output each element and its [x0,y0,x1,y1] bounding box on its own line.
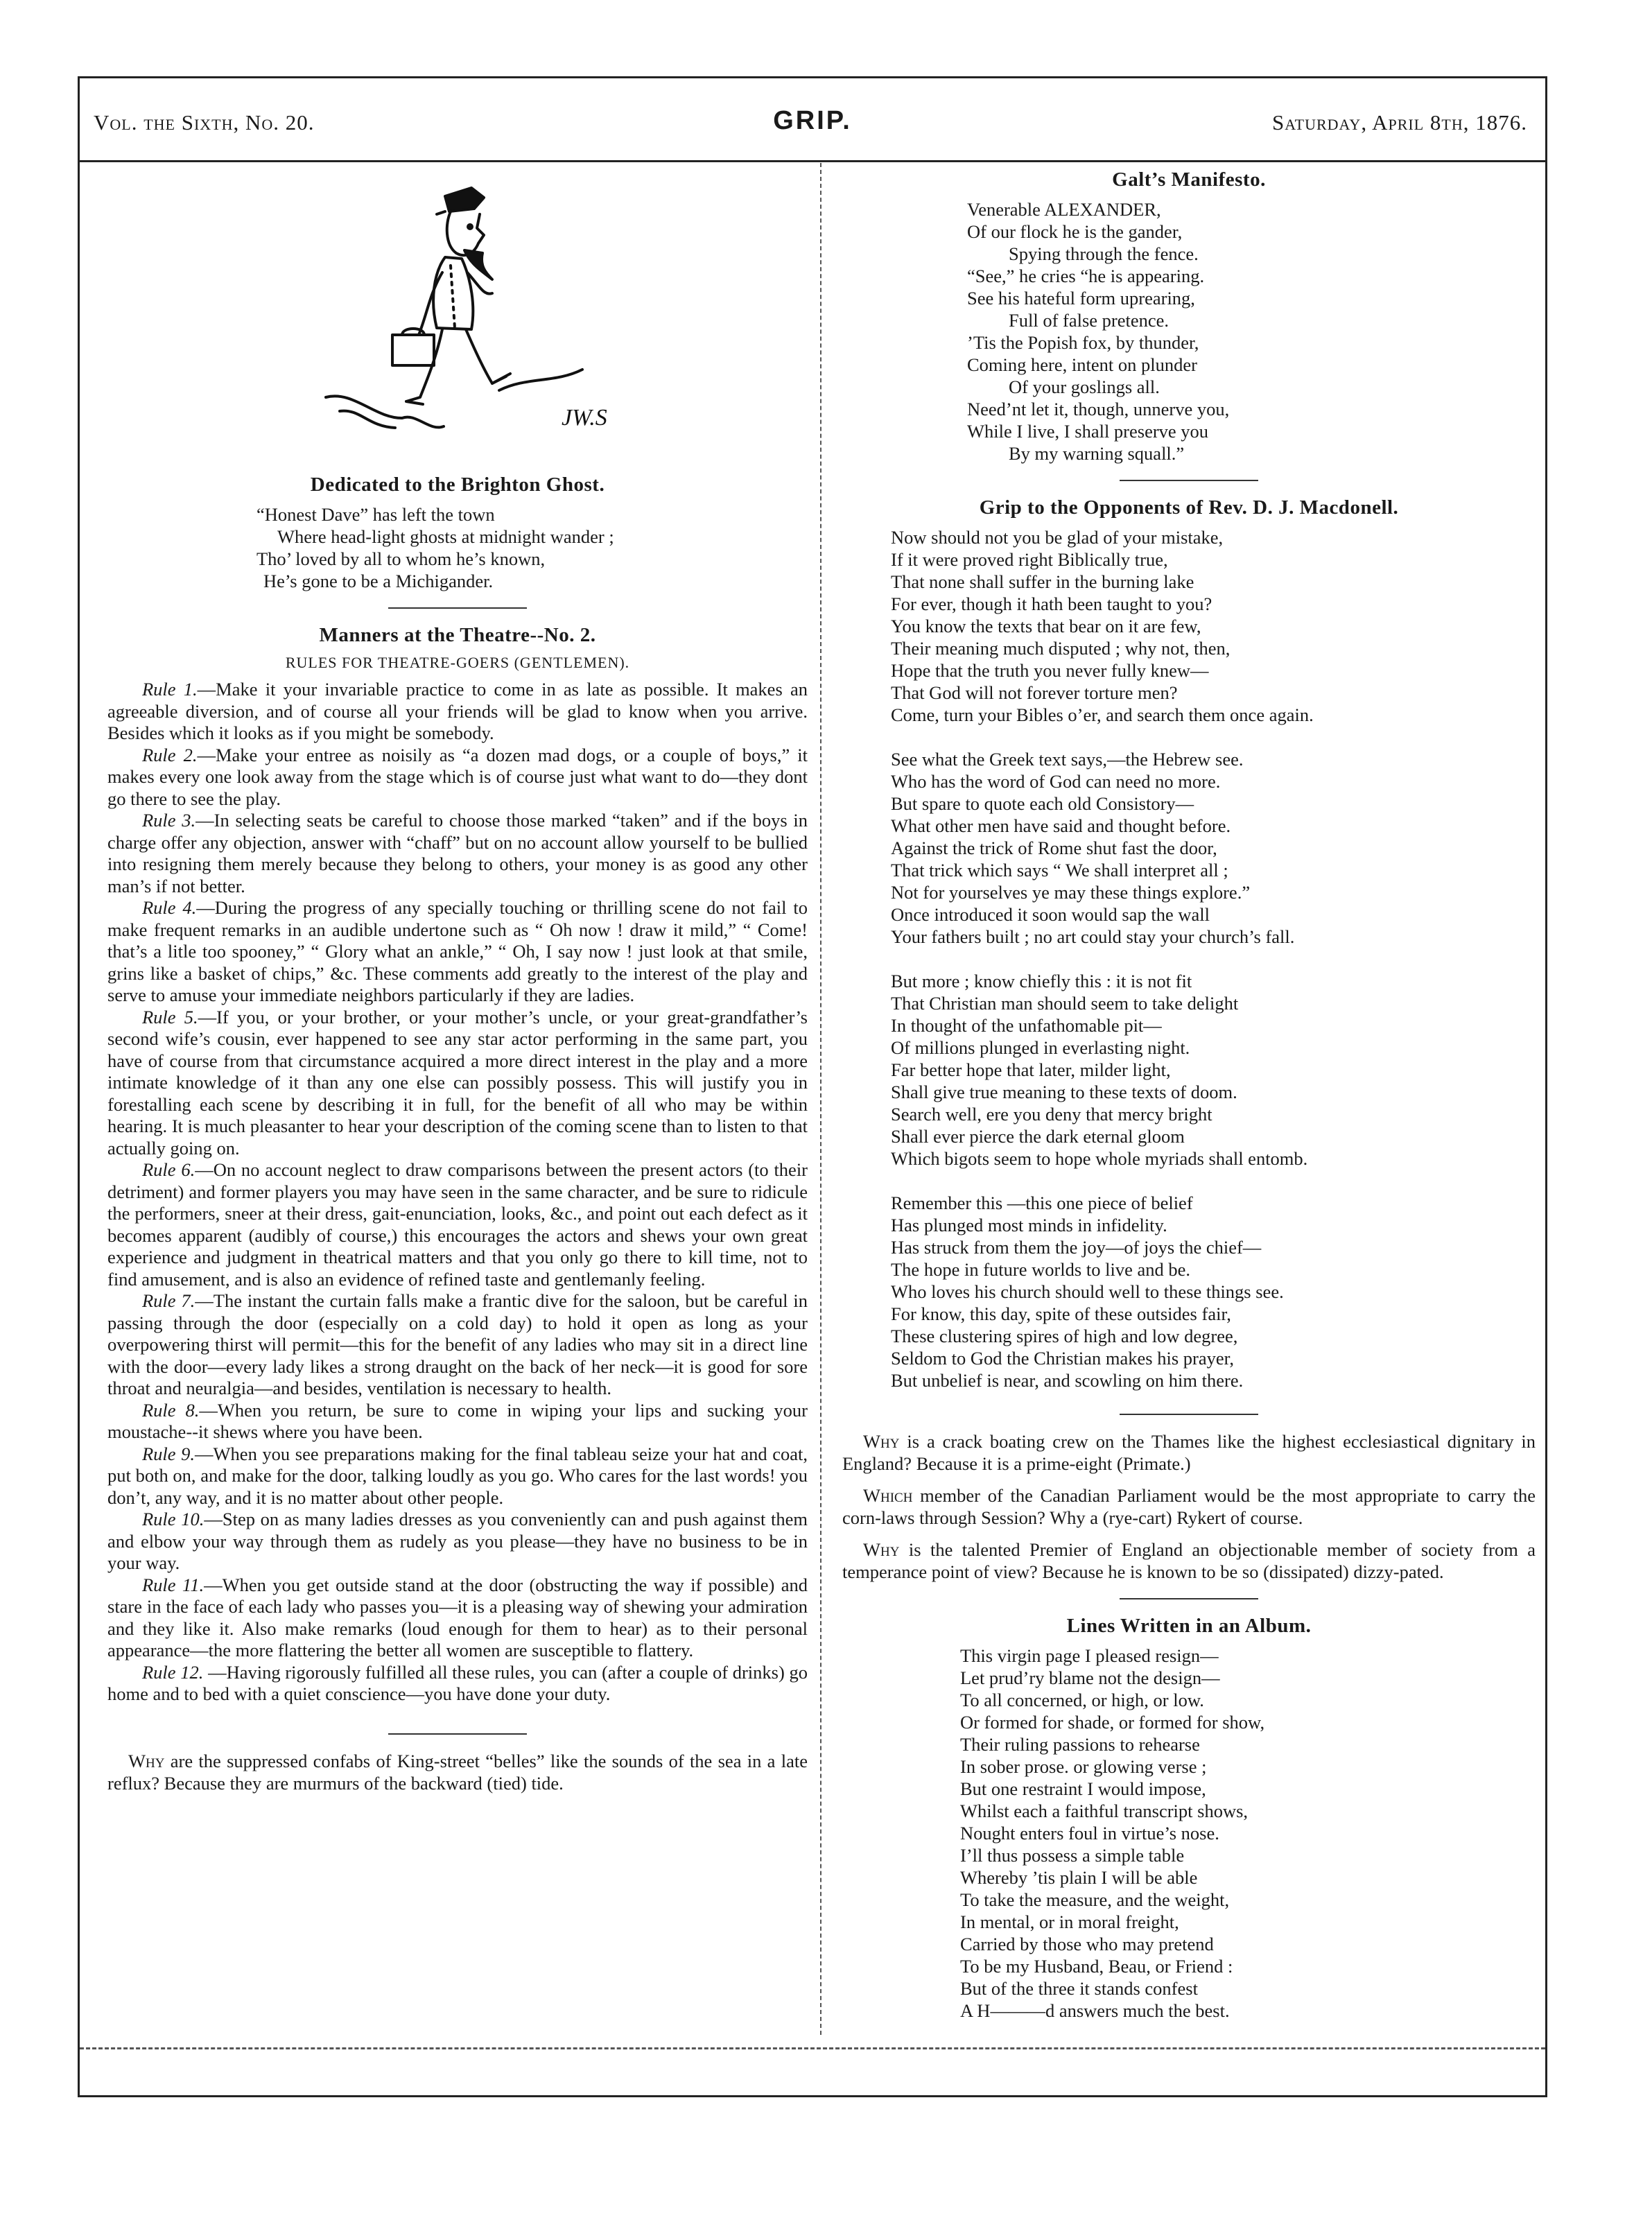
rule-paragraph [107,897,808,1007]
poem-line: Now should not you be glad of your mistake, [891,527,1224,548]
poem-line: Not for yourselves ye may these things explore.” [891,882,1251,903]
poem-line: To all concerned, or high, or low. [960,1690,1204,1710]
poem-line: Venerable ALEXANDER, [967,199,1161,220]
poem-line: But unbelief is near, and scowling on him there. [891,1370,1244,1391]
rule-label: Rule 4. [142,897,197,918]
joke-paragraph [842,1430,1536,1475]
section-divider [388,1733,527,1735]
right-jokes [842,1430,1536,1583]
rule-text: —When you get outside stand at the door (obstructing the way if possible) and stare in the face of each lady who passes you—it is a pleasing way of shewing your admiration and they like it. Also make remarks (loud enough for them to hear) as to their personal appearance—the more flattering the better all women are susceptible to flattery. [107,1574,808,1660]
poem-line: To be my Husband, Beau, or Friend : [960,1956,1233,1977]
rule-label: Rule 7. [142,1290,195,1311]
poem-line: Coming here, intent on plunder [967,354,1197,375]
king-street-joke: Why are the suppressed confabs of King-street “belles” like the sounds of the sea in a late reflux? Because they are murmurs of the backward (tied) tide. [107,1750,808,1794]
stanza [891,748,1536,948]
rule-paragraph [107,1509,808,1575]
joke-paragraph [842,1538,1536,1583]
galt-title: Galt’s Manifesto. [1112,168,1266,191]
rule-label: Rule 12. [142,1661,204,1683]
rule-paragraph [107,810,808,897]
album-poem [960,1645,1536,2022]
joke-lead: Why [863,1431,900,1452]
poem-line: The hope in future worlds to live and be. [891,1259,1190,1280]
poem-line: You know the texts that bear on it are few, [891,616,1201,636]
joke-text: is the talented Premier of England an objectionable member of society from a temperance point of view? Because he is known to be so (dissipated) dizzy-pated. [842,1539,1536,1582]
poem-line: While I live, I shall preserve you [967,421,1209,442]
left-column [107,168,808,1804]
joke-text: member of the Canadian Parliament would be the most appropriate to carry the corn-laws through Session? Why a (rye-cart) Rykert of course. [842,1485,1536,1528]
poem-line: Whilst each a faithful transcript shows, [960,1801,1249,1821]
joke-text: is a crack boating crew on the Thames like the highest ecclesiastical dignitary in England? Because it is a prime-eight (Primate.) [842,1431,1536,1474]
poem-line: For ever, though it hath been taught to you? [891,593,1212,614]
rule-label: Rule 5. [142,1006,198,1027]
poem-line: What other men have said and thought before. [891,815,1231,836]
poem-line: Or formed for shade, or formed for show, [960,1712,1265,1733]
stanza [891,526,1536,726]
album-title: Lines Written in an Album. [1066,1615,1312,1637]
rule-paragraph [107,1290,808,1400]
rule-text: —Step on as many ladies dresses as you conveniently can and push against them and elbow your way through them as rudely as you please—they have no business to be in your way. [107,1509,808,1573]
poem-line: Of millions plunged in everlasting night. [891,1037,1190,1058]
poem-line: Has plunged most minds in infidelity. [891,1215,1167,1235]
poem-line: But one restraint I would impose, [960,1778,1206,1799]
opponents-poem [891,526,1536,1391]
poem-line: Nought enters foul in virtue’s nose. [960,1823,1219,1844]
poem-line: Has struck from them the joy—of joys the chief— [891,1237,1262,1258]
poem-line: That trick which says “ We shall interpret all ; [891,860,1228,881]
poem-line: Remember this —this one piece of belief [891,1192,1193,1213]
poem-line: Carried by those who may pretend [960,1934,1214,1954]
poem-line: That none shall suffer in the burning lake [891,571,1194,592]
poem-line: These clustering spires of high and low degree, [891,1326,1238,1346]
brighton-poem [257,503,808,592]
poem-line: This virgin page I pleased resign— [960,1645,1219,1666]
rule-label: Rule 6. [142,1159,195,1180]
publication-title: GRIP. [773,106,852,135]
right-column [842,168,1536,2022]
joke-paragraph [842,1484,1536,1529]
poem-line: Who has the word of God can need no more. [891,771,1221,792]
rule-text: —Make it your invariable practice to come in as late as possible. It makes an agreeable diversion, and of course all your friends will be glad to know when you arrive. Besides which it looks as if you might be somebody. [107,679,808,743]
stanza [891,970,1536,1170]
poem-line: By my warning squall.” [1009,443,1185,464]
section-divider [1120,1598,1258,1599]
poem-line: If it were proved right Biblically true, [891,549,1168,570]
page-footer-rule [80,2047,1545,2049]
poem-line: Hope that the truth you never fully knew— [891,660,1209,681]
rule-text: —Make your entree as noisily as “a dozen mad dogs, or a couple of boys,” it makes every one look away from the stage which is of course just what want to do—they dont go there to see the play. [107,744,808,809]
rule-label: Rule 2. [142,744,198,765]
poem-line: Whereby ’tis plain I will be able [960,1867,1198,1888]
rule-text: —If you, or your brother, or your mother’s uncle, or your great-grandfather’s second wife’s cousin, ever happened to see any star actor performing in the same part, you have of course from that circumstance acquired a more direct interest in the play and a more intimate knowledge of it than any one else can possibly possess. This will justify you in forestalling each scene by describing it in full, for the benefit of all who may be within hearing. It is much pleasanter to hear your description of the coming scene than to listen to that actually going on. [107,1006,808,1159]
rule-paragraph [107,1575,808,1662]
poem-line: He’s gone to be a Michigander. [263,571,494,591]
column-divider [820,163,821,2035]
section-divider [388,607,527,609]
poem-line: But spare to quote each old Consistory— [891,793,1194,814]
poem-line: Shall ever pierce the dark eternal gloom [891,1126,1185,1147]
rule-paragraph [107,1400,808,1443]
joke-lead: Which [863,1485,913,1506]
poem-line: Once introduced it soon would sap the wall [891,904,1210,925]
poem-line: A H———d answers much the best. [960,2000,1230,2021]
poem-line: That God will not forever torture men? [891,682,1178,703]
poem-line: Shall give true meaning to these texts of doom. [891,1082,1237,1102]
poem-line: See his hateful form uprearing, [967,288,1195,309]
poem-line: But of the three it stands confest [960,1978,1198,1999]
joke-lead: Why [863,1539,900,1560]
rule-paragraph [107,1662,808,1706]
poem-line: Full of false pretence. [1009,310,1170,331]
poem-line: In mental, or in moral freight, [960,1911,1179,1932]
poem-line: “See,” he cries “he is appearing. [967,266,1205,286]
rule-paragraph [107,1159,808,1290]
poem-line: Of your goslings all. [1009,376,1160,397]
poem-line: See what the Greek text says,—the Hebrew see. [891,749,1244,770]
rule-label: Rule 9. [142,1443,195,1464]
poem-line: Their ruling passions to rehearse [960,1734,1200,1755]
poem-line: Against the trick of Rome shut fast the door, [891,838,1217,858]
rule-label: Rule 1. [142,679,198,700]
opponents-title: Grip to the Opponents of Rev. D. J. Macdonell. [979,496,1399,519]
poem-line: Of our flock he is the gander, [967,221,1183,242]
illustration-signature: JW.S [562,405,607,431]
rule-text: —Having rigorously fulfilled all these rules, you can (after a couple of drinks) go home and to bed with a quiet conscience—you have done your duty. [107,1661,808,1704]
poem-line: Where head-light ghosts at midnight wander ; [277,526,614,547]
poem-line: Let prud’ry blame not the design— [960,1667,1220,1688]
poem-line: Search well, ere you deny that mercy bright [891,1104,1212,1125]
poem-line: Their meaning much disputed ; why not, then, [891,638,1231,659]
poem-line: Need’nt let it, though, unnerve you, [967,399,1230,419]
galt-poem [967,198,1536,465]
poem-line: That Christian man should seem to take delight [891,993,1239,1014]
rule-paragraph [107,745,808,810]
rule-text: —In selecting seats be careful to choose those marked “taken” and if the boys in charge offer any objection, answer with “chaff” but on no account allow yourself to be bullied into resigning them merely because they belong to others, your money is as good any other man’s if not better. [107,810,808,896]
poem-line: To take the measure, and the weight, [960,1889,1230,1910]
rule-paragraph [107,1007,808,1160]
newspaper-page [78,76,1547,2097]
issue-date: Saturday, April 8th, 1876. [1271,110,1527,135]
rule-text: —When you return, be sure to come in wiping your lips and sucking your moustache--it shews where you have been. [107,1399,808,1442]
masthead [80,78,1545,162]
poem-line: Spying through the fence. [1009,243,1199,264]
manners-subtitle: RULES FOR THEATRE-GOERS (GENTLEMEN). [285,654,630,671]
manners-title: Manners at the Theatre--No. 2. [319,624,596,646]
stanza [891,1192,1536,1391]
section-divider [1120,1414,1258,1415]
rule-text: —On no account neglect to draw comparisons between the present actors (to their detriment) and former players you may have seen in the same character, and be sure to ridicule the performers, sneer at their dress, gait-enunciation, looks, &c., and point out each defect as it becomes apparent (audibly of course,) this encourages the actors and shews your own great experience and judgment in theatrical matters and that you only go there to kill time, not to find amusement, and is also an evidence of refined taste and gentlemanly feeling. [107,1159,808,1290]
rule-paragraph [107,1443,808,1509]
manners-rules [107,679,808,1706]
rule-label: Rule 10. [142,1509,205,1529]
poem-line: Tho’ loved by all to whom he’s known, [257,548,546,569]
poem-line: Seldom to God the Christian makes his prayer, [891,1348,1234,1369]
poem-line: ’Tis the Popish fox, by thunder, [967,332,1199,353]
brighton-title: Dedicated to the Brighton Ghost. [310,474,605,496]
poem-line: “Honest Dave” has left the town [257,504,495,525]
rule-label: Rule 11. [142,1574,205,1595]
rule-label: Rule 8. [142,1399,200,1421]
poem-line: In sober prose. or glowing verse ; [960,1756,1207,1777]
section-divider [1120,480,1258,481]
volume-number: Vol. the Sixth, No. 20. [94,110,315,135]
poem-line: In thought of the unfathomable pit— [891,1015,1162,1036]
rule-label: Rule 3. [142,810,196,831]
poem-line: I’ll thus possess a simple table [960,1845,1185,1866]
poem-line: Which bigots seem to hope whole myriads shall entomb. [891,1148,1308,1169]
rule-text: —The instant the curtain falls make a frantic dive for the saloon, but be careful in passing through the door (especially on a cold day) to hold it open as long as your overpowering thirst will permit—this for the benefit of any ladies who may sit in a direct line with the door—every lady likes a strong draught on the back of her neck—it is good for sore throat and neuralgia—and besides, ventilation is necessary to health. [107,1290,808,1398]
rule-paragraph [107,679,808,745]
poem-line: Your fathers built ; no art could stay your church’s fall. [891,926,1295,947]
poem-line: Come, turn your Bibles o’er, and search them once again. [891,704,1314,725]
poem-line: But more ; know chiefly this : it is not fit [891,971,1192,991]
poem-line: Far better hope that later, milder light, [891,1059,1171,1080]
poem-line: For know, this day, spite of these outsides fair, [891,1303,1231,1324]
poem-line: Who loves his church should well to these things see. [891,1281,1284,1302]
caricature-illustration [263,168,652,467]
rule-text: —When you see preparations making for the final tableau seize your hat and coat, put both on, and make for the door, talking loudly as you go. Who cares for the last words! you don’t, any way, and it is no matter about other people. [107,1443,808,1508]
rule-text: —During the progress of any specially touching or thrilling scene do not fail to make frequent remarks in an audible undertone such as “ Oh now ! draw it mild,” “ Come! that’s a litle too spooney,” “ Glory what an ankle,” “ Oh, I say now ! just look at that smile, grins like a basket of chips,” &c. These comments add greatly to the interest of the play and serve to amuse your immediate neighbors particularly if they are ladies. [107,897,808,1005]
